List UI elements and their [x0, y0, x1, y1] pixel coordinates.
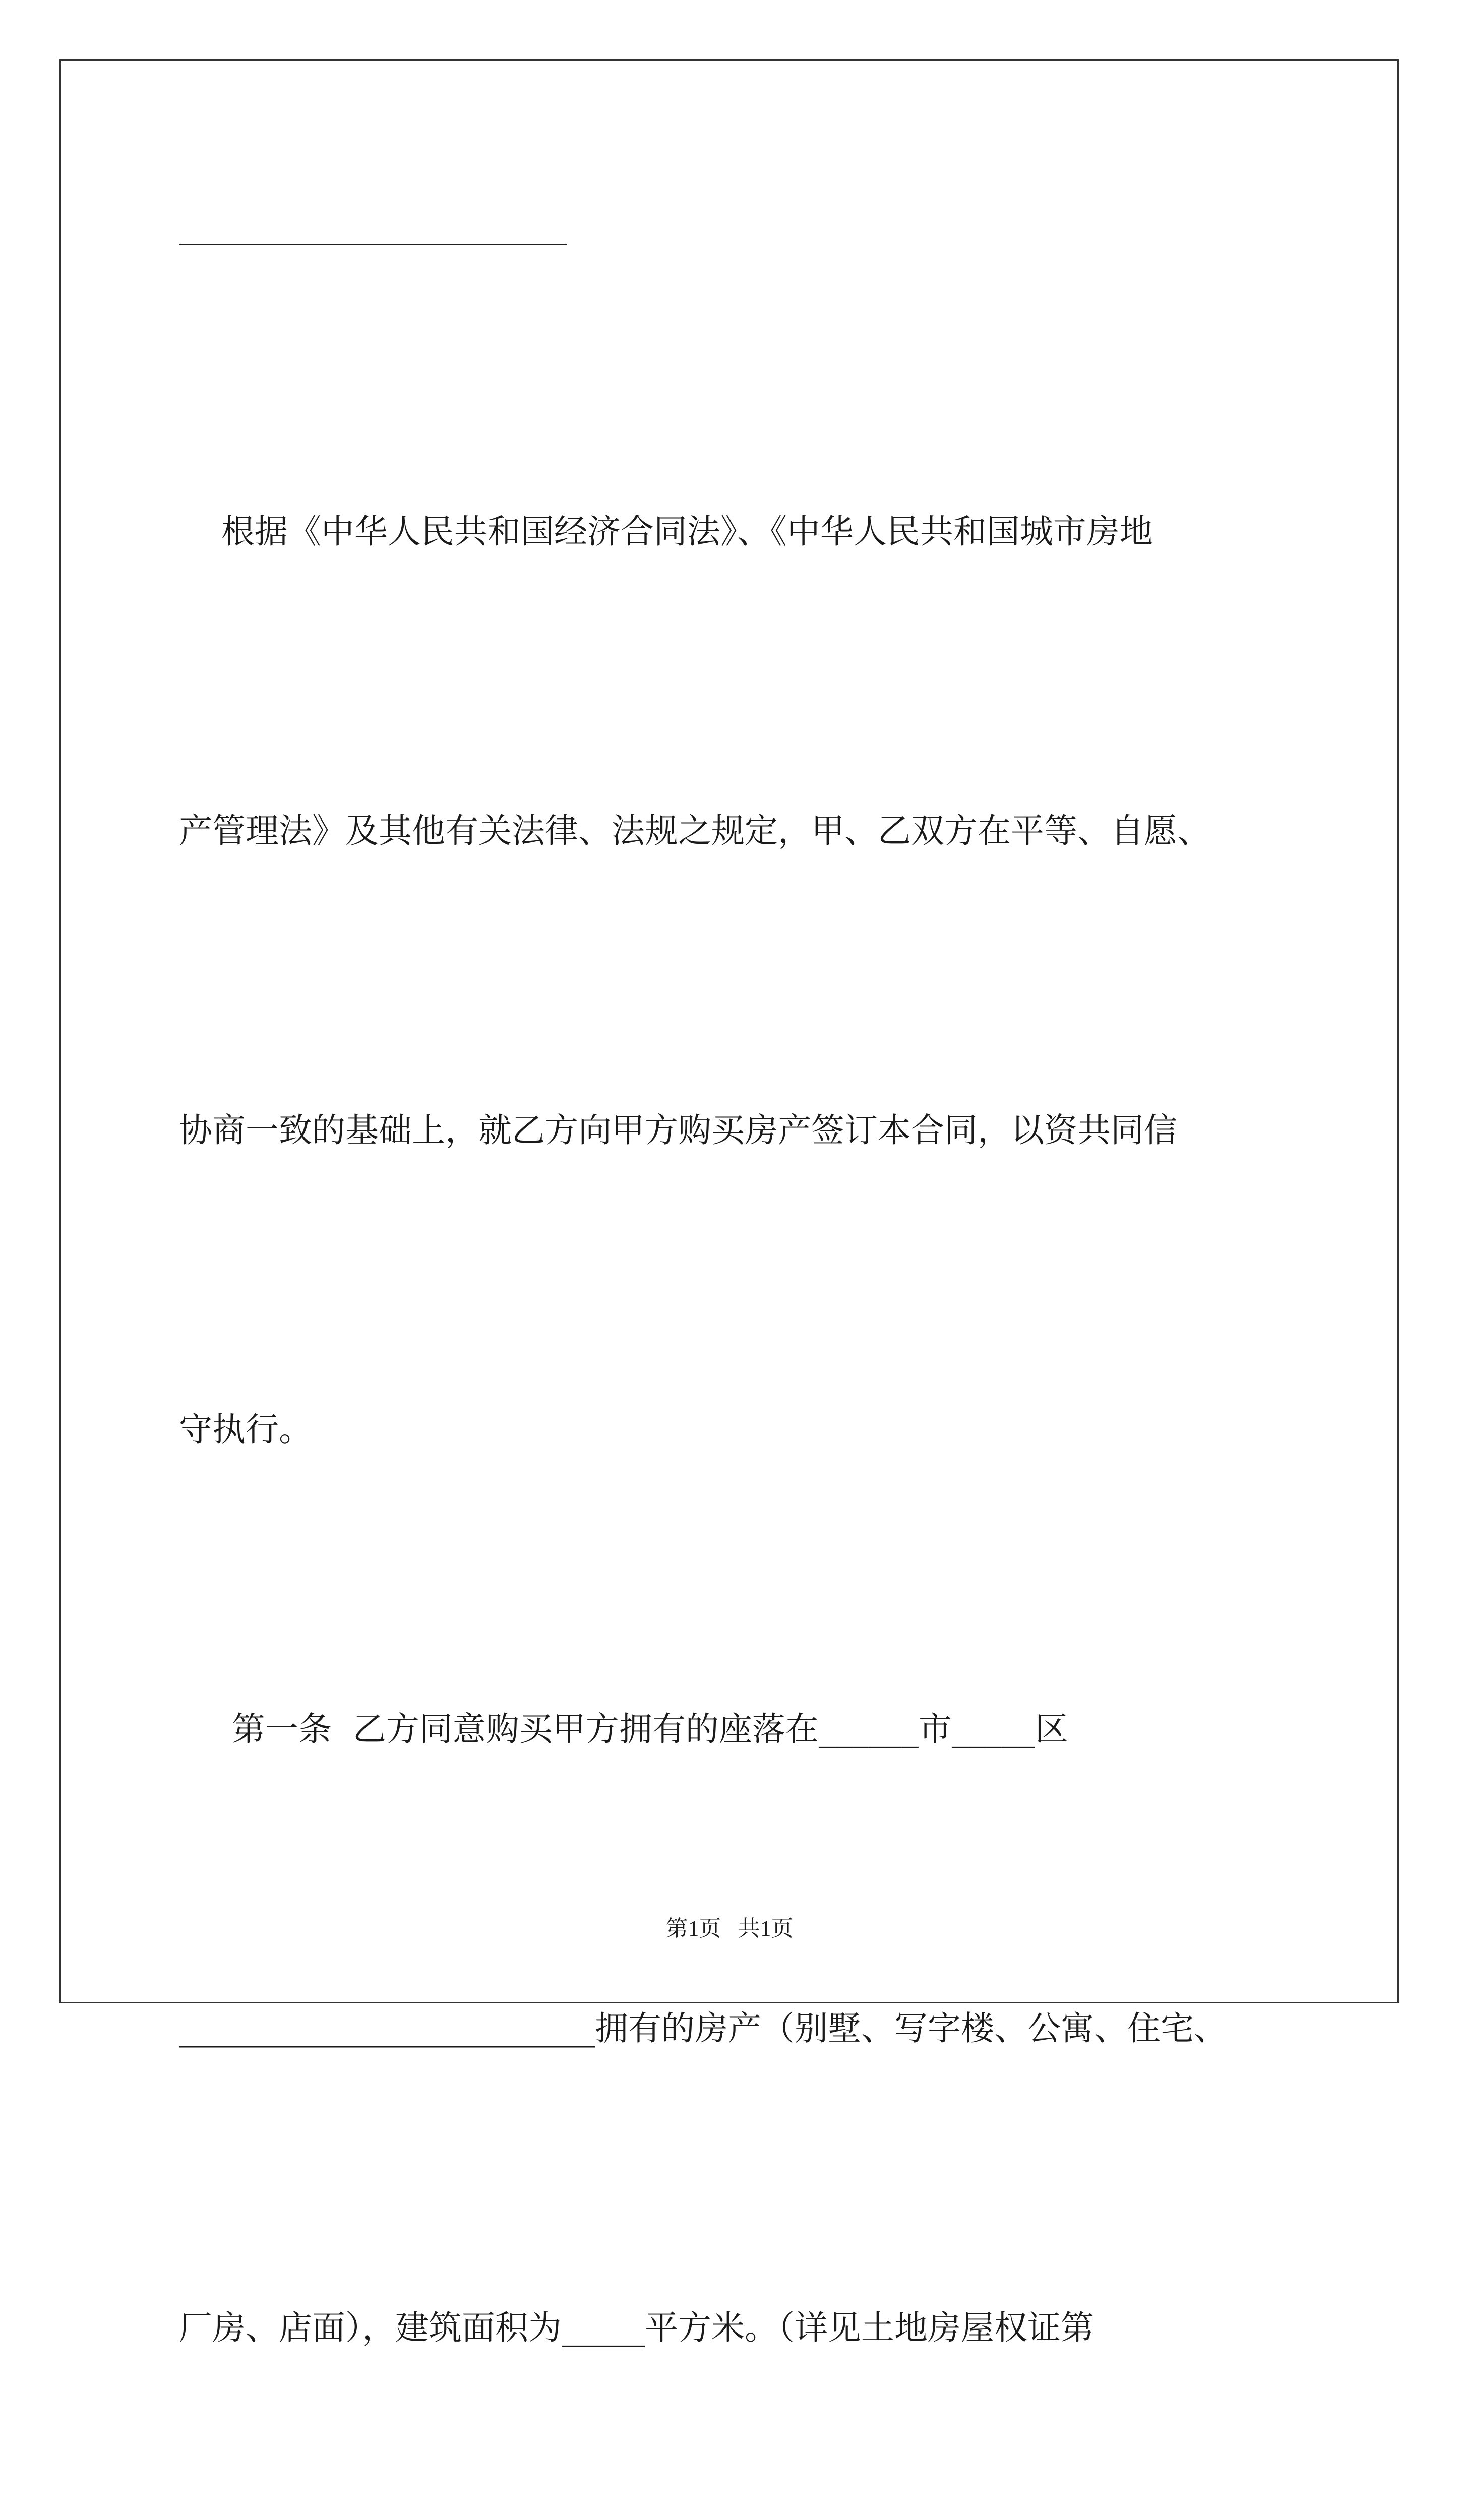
text-line: 协商一致的基础上，就乙方向甲方购买房产签订本合同，以资共同信 [179, 1111, 1177, 1150]
text-line: 守执行。 [179, 1410, 312, 1449]
text-line: 厂房、店面），建筑面积为_____平方米。（详见土地房屋权证第 [179, 2308, 1094, 2347]
page-number-footer: 第1页 共1页 [665, 1916, 794, 1941]
blank-underline-title [179, 244, 567, 245]
text-line: 根据《中华人民共和国经济合同法》、《中华人民共和国城市房地 [179, 512, 1153, 551]
text-line: 产管理法》及其他有关法律、法规之规定，甲、乙双方在平等、自愿、 [179, 811, 1210, 850]
contract-body [179, 282, 1308, 2520]
text-line: 第一条 乙方同意购买甲方拥有的座落在______市_____区 [179, 1710, 1068, 1748]
text-line: _________________________拥有的房产（别墅、写字楼、公寓、住宅、 [179, 2009, 1227, 2048]
